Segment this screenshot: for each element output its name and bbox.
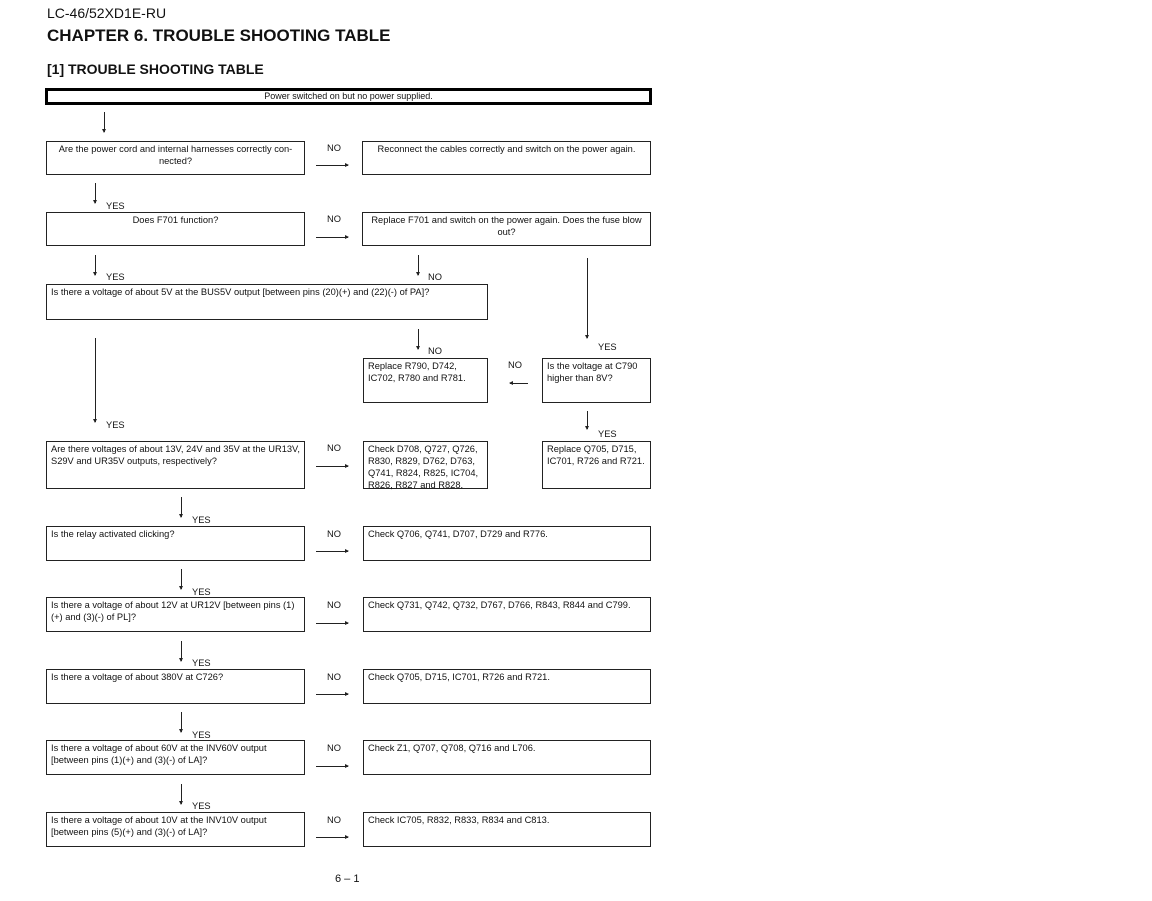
arrow-down — [104, 112, 105, 132]
yes-label: YES — [106, 420, 125, 430]
yes-label: YES — [192, 587, 211, 597]
arrow-down — [587, 258, 588, 338]
no-label: NO — [508, 360, 522, 370]
question-inv60v: Is there a voltage of about 60V at the INV60V output [between pins (1)(+) and (3)(-) of LA]? — [46, 740, 305, 775]
action-check-d708: Check D708, Q727, Q726, R830, R829, D762, D763, Q741, R824, R825, IC704, R826, R827 and R828. — [363, 441, 488, 489]
arrow-down — [181, 784, 182, 804]
arrow-down — [418, 329, 419, 349]
arrow-down — [181, 497, 182, 517]
no-label: NO — [327, 143, 341, 153]
yes-label: YES — [106, 201, 125, 211]
question-f701: Does F701 function? — [46, 212, 305, 246]
question-power-cord: Are the power cord and internal harnesses correctly con-nected? — [46, 141, 305, 175]
action-replace-r790: Replace R790, D742, IC702, R780 and R781. — [363, 358, 488, 403]
question-relay: Is the relay activated clicking? — [46, 526, 305, 561]
no-label: NO — [327, 214, 341, 224]
arrow-down — [95, 183, 96, 203]
arrow-down — [95, 338, 96, 422]
no-label: NO — [327, 672, 341, 682]
arrow-down — [181, 712, 182, 732]
yes-label: YES — [192, 658, 211, 668]
yes-label: YES — [598, 429, 617, 439]
question-inv10v: Is there a voltage of about 10V at the INV10V output [between pins (5)(+) and (3)(-) of LA]? — [46, 812, 305, 847]
arrow-right — [316, 623, 348, 624]
action-check-q731: Check Q731, Q742, Q732, D767, D766, R843, R844 and C799. — [363, 597, 651, 632]
no-label: NO — [327, 815, 341, 825]
arrow-down — [587, 411, 588, 429]
model-number: LC-46/52XD1E-RU — [47, 5, 167, 21]
arrow-right — [316, 837, 348, 838]
arrow-right — [316, 165, 348, 166]
yes-label: YES — [192, 515, 211, 525]
arrow-down — [181, 641, 182, 661]
yes-label: YES — [598, 342, 617, 352]
arrow-down — [418, 255, 419, 275]
action-check-q705: Check Q705, D715, IC701, R726 and R721. — [363, 669, 651, 704]
no-label: NO — [428, 272, 442, 282]
arrow-down — [181, 569, 182, 589]
action-replace-q705: Replace Q705, D715, IC701, R726 and R721. — [542, 441, 651, 489]
arrow-right — [316, 466, 348, 467]
yes-label: YES — [106, 272, 125, 282]
question-ur12v: Is there a voltage of about 12V at UR12V [between pins (1)(+) and (3)(-) of PL]? — [46, 597, 305, 632]
question-bus5v: Is there a voltage of about 5V at the BUS5V output [between pins (20)(+) and (22)(-) of PA]? — [46, 284, 488, 320]
no-label: NO — [327, 443, 341, 453]
action-check-q706: Check Q706, Q741, D707, D729 and R776. — [363, 526, 651, 561]
yes-label: YES — [192, 801, 211, 811]
action-replace-f701: Replace F701 and switch on the power again. Does the fuse blow out? — [362, 212, 651, 246]
no-label: NO — [327, 529, 341, 539]
arrow-right — [316, 694, 348, 695]
arrow-right — [316, 551, 348, 552]
no-label: NO — [327, 600, 341, 610]
action-check-z1: Check Z1, Q707, Q708, Q716 and L706. — [363, 740, 651, 775]
question-c726: Is there a voltage of about 380V at C726? — [46, 669, 305, 704]
arrow-left — [510, 383, 528, 384]
action-check-ic705: Check IC705, R832, R833, R834 and C813. — [363, 812, 651, 847]
start-box: Power switched on but no power supplied. — [45, 88, 652, 105]
no-label: NO — [428, 346, 442, 356]
chapter-title: CHAPTER 6. TROUBLE SHOOTING TABLE — [47, 26, 391, 45]
yes-label: YES — [192, 730, 211, 740]
arrow-down — [95, 255, 96, 275]
no-label: NO — [327, 743, 341, 753]
arrow-right — [316, 237, 348, 238]
question-c790: Is the voltage at C790 higher than 8V? — [542, 358, 651, 403]
arrow-right — [316, 766, 348, 767]
page-number: 6 – 1 — [335, 873, 360, 885]
question-ur13v: Are there voltages of about 13V, 24V and 35V at the UR13V, S29V and UR35V outputs, respectively? — [46, 441, 305, 489]
section-title: [1] TROUBLE SHOOTING TABLE — [47, 61, 264, 77]
action-reconnect-cables: Reconnect the cables correctly and switch on the power again. — [362, 141, 651, 175]
